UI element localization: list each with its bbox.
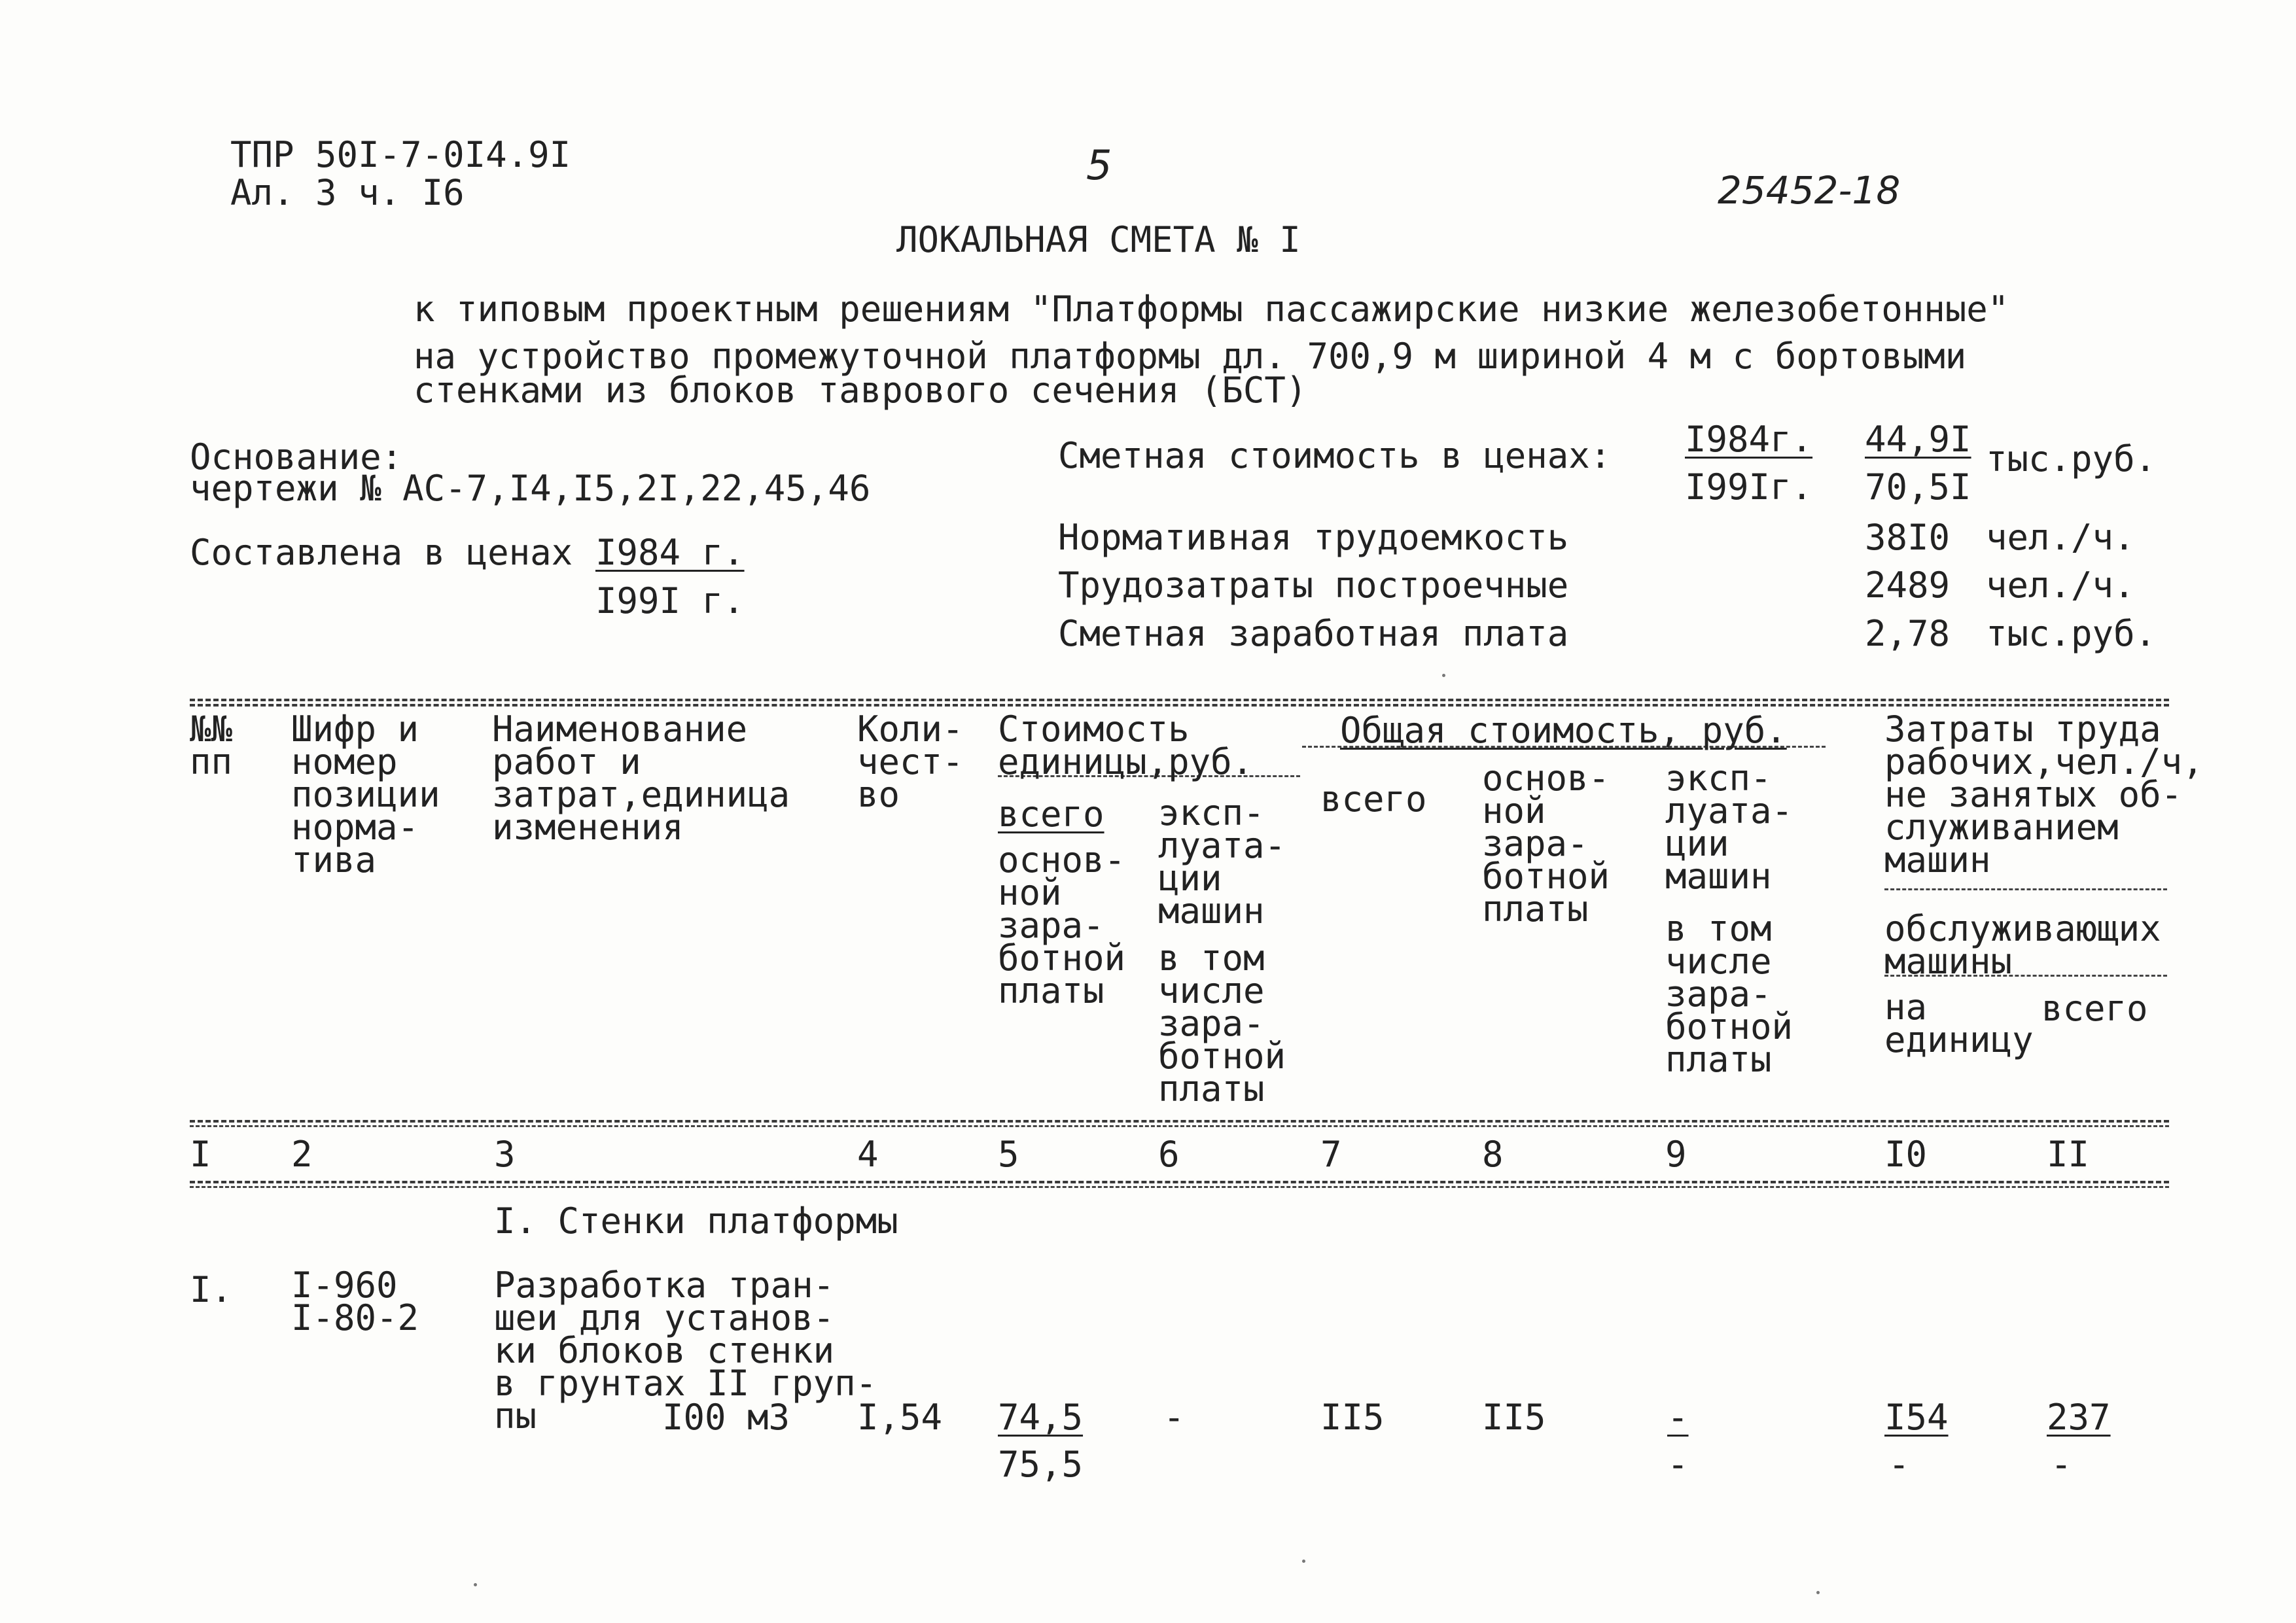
row-labor-total-service: - (2051, 1444, 2072, 1485)
row-total-salary: II5 (1482, 1397, 1546, 1438)
row-labor-per-unit-service: - (1888, 1444, 1910, 1485)
row-unit: I00 м3 (662, 1397, 790, 1438)
scan-speck (1302, 1560, 1305, 1563)
basis-label: Основание: (190, 436, 403, 478)
row-total: II5 (1320, 1397, 1385, 1438)
column-number: 4 (857, 1134, 879, 1175)
header-labor-service: обслуживающих машины (1884, 908, 2161, 982)
column-number: I (190, 1134, 211, 1175)
table-top-rule (190, 699, 2169, 701)
labor-norm-value: 38I0 (1865, 517, 1951, 558)
estimated-cost-label: Сметная стоимость в ценах: (1058, 435, 1612, 476)
header-unit-total: всего (998, 794, 1104, 835)
row-quantity: I,54 (857, 1397, 943, 1438)
subtitle-line-1: к типовым проектным решениям "Платформы пассажирские низкие железобетонные" (414, 288, 2009, 330)
labor-site-label: Трудозатраты построечные (1058, 565, 1569, 606)
row-labor-per-unit: I54 (1884, 1397, 1949, 1438)
column-number: I0 (1884, 1134, 1928, 1175)
header-labor-per-unit: на единицу (1884, 986, 2034, 1060)
row-work-name: Разработка тран- шеи для установ- ки блоков стенки в грунтах II груп- пы (494, 1265, 877, 1437)
header-unit-machines: эксп- луата- ции машин (1158, 792, 1286, 932)
price-year-1984: I984 г. (595, 532, 745, 573)
header-total-machines: эксп- луата- ции машин (1665, 758, 1793, 897)
column-number: 5 (998, 1134, 1019, 1175)
price-year-1991: I99I г. (595, 580, 745, 621)
column-number: 8 (1482, 1134, 1504, 1175)
column-numbers-rule-2 (190, 1186, 2169, 1188)
scan-speck (474, 1583, 477, 1586)
column-number: 6 (1158, 1134, 1180, 1175)
row-unit-salary: 75,5 (998, 1444, 1084, 1485)
labor-site-value: 2489 (1865, 565, 1951, 606)
header-labor-group: Затраты труда рабочих,чел./ч, не занятых об- служиванием машин (1884, 708, 2204, 881)
column-number: II (2047, 1134, 2090, 1175)
row-norm-code: I-960 I-80-2 (291, 1265, 419, 1338)
header-total: всего (1320, 778, 1427, 820)
header-row-number: №№ пп (190, 708, 233, 782)
subtitle-line-3: стенками из блоков таврового сечения (БСТ) (414, 370, 1307, 411)
row-total-machines: - (1667, 1397, 1689, 1438)
document-title: ЛОКАЛЬНАЯ СМЕТА № I (896, 219, 1301, 260)
header-bottom-rule-2 (190, 1125, 2169, 1127)
prices-label: Составлена в ценах (190, 532, 573, 573)
header-quantity: Коли- чест- во (857, 708, 964, 815)
labor-site-unit: чел./ч. (1986, 565, 2135, 606)
column-number: 2 (291, 1134, 313, 1175)
labor-norm-label: Нормативная трудоемкость (1058, 517, 1569, 558)
row-unit-machines: - (1163, 1397, 1185, 1438)
cost-1984-value: 44,9I (1865, 419, 1971, 460)
header-bottom-rule (190, 1120, 2169, 1123)
table-top-rule-2 (190, 704, 2169, 707)
column-number: 7 (1320, 1134, 1342, 1175)
header-unit-salary: основ- ной зара- ботной платы (998, 839, 1126, 1011)
scan-speck (1442, 674, 1445, 677)
salary-unit: тыс.руб. (1986, 613, 2157, 654)
column-number: 9 (1665, 1134, 1687, 1175)
section-title: I. Стенки платформы (494, 1200, 898, 1242)
row-labor-total: 237 (2047, 1397, 2111, 1438)
inventory-number: 25452-18 (1718, 168, 1901, 213)
subtitle-line-2: на устройство промежуточной платформы дл. 700,9 м шириной 4 м с бортовыми (414, 336, 1967, 377)
cost-unit: тыс.руб. (1986, 438, 2157, 480)
cost-1991-value: 70,5I (1865, 466, 1971, 508)
document-code: ТПР 50I-7-0I4.9I (230, 134, 571, 175)
column-number: 3 (494, 1134, 516, 1175)
cost-year-1984: I984г. (1685, 419, 1813, 460)
row-number: I. (190, 1269, 233, 1310)
page-number: 5 (1086, 141, 1112, 189)
basis-drawings: чертежи № АС-7,I4,I5,2I,22,45,46 (190, 468, 871, 509)
labor-norm-unit: чел./ч. (1986, 517, 2135, 558)
album-part: Ал. 3 ч. I6 (230, 172, 465, 213)
header-total-salary: основ- ной зара- ботной платы (1482, 758, 1610, 930)
cost-year-1991: I99Iг. (1685, 466, 1813, 508)
header-total-machines-salary: в том числе зара- ботной платы (1665, 908, 1793, 1080)
header-labor-total: всего (2041, 988, 2148, 1029)
salary-value: 2,78 (1865, 613, 1951, 654)
header-norm-code: Шифр и номер позиции норма- тива (291, 708, 440, 881)
column-numbers-rule (190, 1181, 2169, 1183)
row-total-machines-salary: - (1667, 1444, 1689, 1485)
row-unit-total: 74,5 (998, 1397, 1084, 1438)
header-unit-cost-group: Стоимость единицы,руб. (998, 708, 1254, 782)
salary-label: Сметная заработная плата (1058, 613, 1569, 654)
header-work-name: Наименование работ и затрат,единица изменения (492, 708, 790, 848)
labor-group-rule (1884, 888, 2167, 890)
header-total-cost-group: Общая стоимость, руб. (1340, 710, 1787, 751)
scan-speck (1816, 1591, 1820, 1594)
header-unit-machines-salary: в том числе зара- ботной платы (1158, 937, 1286, 1109)
